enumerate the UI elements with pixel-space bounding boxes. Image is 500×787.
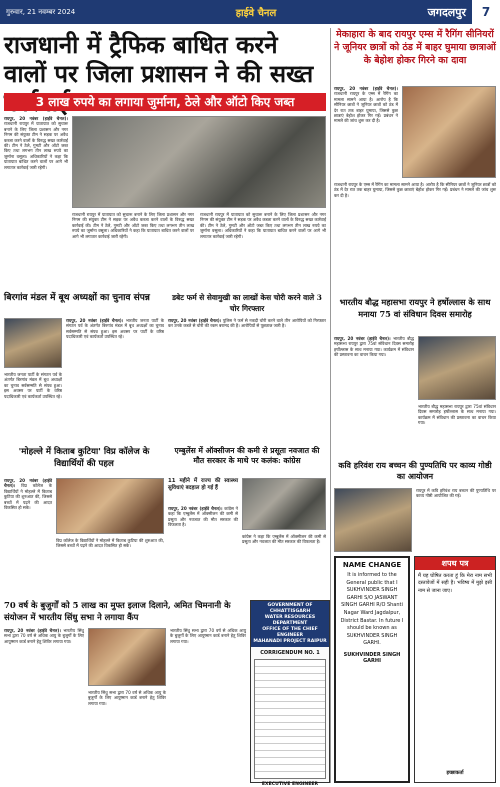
lead-photo: [72, 116, 326, 208]
bauddh-body: [334, 336, 414, 456]
kitab-body-col2: [56, 538, 164, 596]
oxygen-subhead: 11 महीने में राज्य की स्वास्थ्य सुविधाएं बदहाल हो गई हैं: [168, 478, 238, 491]
kitab-dateline: रायपुर, 20 नवंबर (हाईवे चैनल)।: [4, 478, 52, 489]
poet-photo: [334, 488, 412, 552]
theft-body-text: पुलिस ने फर्म से नकदी चोरी करने वाले तीन आरोपियों को गिरफ्तार कर उनके कब्जे से चोरी की रकम बरामद की है। आरोपियों से पूछताछ जारी है।: [168, 318, 326, 329]
page-number: 7: [472, 0, 500, 24]
elder-body-text: भारतीय सिंधु सभा द्वारा 70 वर्ष से अधिक आयु के बुजुर्गों के लिए आयुष्मान कार्ड बनाने हेतु शिविर लगाया गया।: [4, 628, 84, 644]
bauddh-dateline: रायपुर, 20 नवंबर (हाईवे चैनल)।: [334, 336, 391, 341]
bauddh-photo: [418, 336, 496, 400]
oxygen-body-col2: [242, 534, 326, 596]
aiims-photo: [402, 86, 496, 178]
poet-headline: कवि हरिवंश राय बच्चन की पुण्यतिथि पर काव्य गोष्ठी का आयोजन: [338, 460, 492, 481]
lead-body-col2: [72, 212, 194, 288]
header-city: जगदलपुर: [427, 5, 466, 19]
kitab-photo: [56, 478, 164, 534]
elder-body: [4, 628, 84, 782]
tender-line4: MAHANADI PROJECT RAIPUR: [253, 639, 327, 644]
aiims-body-text: राजधानी रायपुर के एम्स में रैगिंग का मामला सामने आया है। आरोप है कि सीनियर छात्रों ने जूनियर छात्रों को ठंड में देर रात तक बाहर घुमाया, जिससे कुछ छात्राएं बेहोश होकर गिर गईं। प्रबंधन ने मामले की जांच शुरू कर दी है।: [334, 91, 398, 124]
bauddh-body-text: भारतीय बौद्ध महासभा रायपुर द्वारा 75वां संविधान दिवस समारोह हर्षोल्लास के साथ मनाया गया। कार्यक्रम में संविधान की प्रस्तावना का वाचन किया गया।: [334, 336, 414, 358]
affidavit-body: मैं यह घोषित करता हूं कि मेरा नाम सभी दस्तावेजों में सही है। भविष्य में मुझे इसी नाम से जाना जाए।: [418, 573, 492, 594]
oxygen-body-text2: कांग्रेस ने कहा कि एम्बुलेंस में ऑक्सीजन की कमी से प्रसूता और नवजात की मौत सरकार की विफलता है।: [242, 534, 326, 545]
affidavit-sign: इच्छाकर्ता: [446, 770, 464, 776]
kitab-body: [4, 478, 52, 596]
tender-table: [254, 659, 326, 779]
oxygen-body: [168, 506, 238, 596]
theft-body: [168, 318, 326, 442]
lead-body-col1: [4, 116, 68, 288]
elder-headline: 70 वर्ष के बुजुर्गों को 5 लाख का मुफ्त इलाज दिलाने, अमित चिमनानी के संयोजन में भारतीय सिंधु सभा ने लगाया कैंप: [4, 600, 231, 622]
poet-body: रायपुर में कवि हरिवंश राय बच्चन की पुण्यतिथि पर काव्य गोष्ठी आयोजित की गई।: [416, 488, 496, 499]
theft-dateline: रायपुर, 20 नवंबर (हाईवे चैनल)।: [168, 318, 222, 323]
birgaon-headline: बिरगांव मंडल में बूथ अध्यक्षों का चुनाव संपन्न: [4, 293, 150, 303]
lead-body: राजधानी रायपुर में यातायात को सुचारू बनाने के लिए जिला प्रशासन और नगर निगम की संयुक्त टीम ने सड़क पर अवैध कब्जा करने वालों के विरुद्ध सख्त कार्रवाई की। टीम ने ठेले, गुमटी और ऑटो जब्त किए तथा लगभग तीन लाख रुपये का जुर्माना वसूला। अधिकारियों ने कहा कि यातायात बाधित करने वालों पर आगे भी लगातार कार्रवाई जारी रहेगी।: [4, 121, 68, 170]
elder-body-text2: भारतीय सिंधु सभा द्वारा 70 वर्ष से अधिक आयु के बुजुर्गों के लिए आयुष्मान कार्ड बनाने हेतु शिविर लगाया गया।: [88, 690, 166, 706]
aiims-dateline: रायपुर, 20 नवंबर (हाईवे चैनल)।: [334, 86, 398, 91]
tender-line3: OFFICE OF THE CHIEF ENGINEER: [262, 627, 318, 638]
aiims-body-text2: राजधानी रायपुर के एम्स में रैगिंग का मामला सामने आया है। आरोप है कि सीनियर छात्रों ने जूनियर छात्रों को ठंड में देर रात तक बाहर घुमाया, जिससे कुछ छात्राएं बेहोश होकर गिर गईं। प्रबंधन ने मामले की जांच शुरू कर दी है।: [334, 182, 496, 198]
aiims-body: [334, 86, 398, 178]
elder-body-col2: [88, 690, 166, 782]
kitab-headline: 'मोहल्ले में किताब कुटिया' विप्र कॉलेज के विद्यार्थियों की पहल: [18, 447, 150, 469]
aiims-body-cont: [334, 182, 496, 292]
lead-body-cont: राजधानी रायपुर में यातायात को सुचारू बनाने के लिए जिला प्रशासन और नगर निगम की संयुक्त टीम ने सड़क पर अवैध कब्जा करने वालों के विरुद्ध सख्त कार्रवाई की। टीम ने ठेले, गुमटी और ऑटो जब्त किए तथा लगभग तीन लाख रुपये का जुर्माना वसूला। अधिकारियों ने कहा कि यातायात बाधित करने वालों पर आगे भी लगातार कार्रवाई जारी रहेगी।: [72, 212, 194, 239]
oxygen-dateline: रायपुर, 20 नवंबर (हाईवे चैनल)।: [168, 506, 223, 511]
birgaon-dateline: रायपुर, 20 नवंबर (हाईवे चैनल)।: [66, 318, 124, 323]
header-date: गुरुवार, 21 नवम्बर 2024: [6, 7, 76, 16]
name-change-sign: SUKHVINDER SINGH GARHI: [343, 651, 401, 664]
birgaon-photo: [4, 318, 62, 368]
bauddh-headline: भारतीय बौद्ध महासभा रायपुर ने हर्षोल्लास के साथ मनाया 75 वां संविधान दिवस समारोह: [339, 297, 491, 319]
elder-dateline: रायपुर, 20 नवंबर (हाईवे चैनल)।: [4, 628, 61, 633]
lead-body-cont2: राजधानी रायपुर में यातायात को सुचारू बनाने के लिए जिला प्रशासन और नगर निगम की संयुक्त टीम ने सड़क पर अवैध कब्जा करने वालों के विरुद्ध सख्त कार्रवाई की। टीम ने ठेले, गुमटी और ऑटो जब्त किए तथा लगभग तीन लाख रुपये का जुर्माना वसूला। अधिकारियों ने कहा कि यातायात बाधित करने वालों पर आगे भी लगातार कार्रवाई जारी रहेगी।: [200, 212, 326, 239]
lead-headline: राजधानी में ट्रैफिक बाधित करने वालों पर जिला प्रशासन ने की सख्त: [4, 30, 314, 88]
kitab-body-text2: विप्र कॉलेज के विद्यार्थियों ने मोहल्ले में किताब कुटिया की शुरुआत की, जिससे बच्चों में पढ़ने की आदत विकसित हो सके।: [56, 538, 164, 549]
elder-body-col3: [170, 628, 246, 782]
lead-dateline: रायपुर, 20 नवंबर (हाईवे चैनल)।: [4, 116, 68, 121]
tender-notice: [250, 600, 330, 787]
oxygen-photo: [242, 478, 326, 530]
birgaon-body: [66, 318, 164, 442]
page-header: [0, 0, 500, 24]
elder-body-text3: भारतीय सिंधु सभा द्वारा 70 वर्ष से अधिक आयु के बुजुर्गों के लिए आयुष्मान कार्ड बनाने हेतु शिविर लगाया गया।: [170, 628, 246, 644]
masthead-brand: हाईवे चैनल: [235, 8, 277, 19]
affidavit-title: शपथ पत्र: [415, 557, 495, 570]
oxygen-headline: एम्बुलेंस में ऑक्सीजन की कमी से प्रसूता नवजात की मौत सरकार के माथे पर कलंक: कांग्रेस: [174, 446, 320, 465]
tender-line1: GOVERNMENT OF CHHATTISGARH: [267, 603, 313, 614]
tender-line2: WATER RESOURCES DEPARTMENT: [264, 615, 316, 626]
column-divider: [330, 28, 331, 783]
theft-headline: डबेट फर्म से सेवामुखी का लाखों केस चोरी करने वाले 3 चोर गिरफ्तार: [172, 293, 322, 313]
birgaon-body-text: भारतीय जनता पार्टी के संगठन पर्व के अंतर्गत बिरगांव मंडल में बूथ अध्यक्षों का चुनाव सर्वसम्मति से संपन्न हुआ। इस अवसर पर पार्टी के वरिष्ठ पदाधिकारी एवं कार्यकर्ता उपस्थित रहे।: [66, 318, 164, 340]
name-change-notice: [334, 556, 410, 783]
name-change-title: NAME CHANGE: [342, 561, 402, 569]
bauddh-body-col2: [418, 404, 496, 456]
lead-body-col3: [200, 212, 326, 288]
kitab-body-text: विप्र कॉलेज के विद्यार्थियों ने मोहल्ले में किताब कुटिया की शुरुआत की, जिससे बच्चों में पढ़ने की आदत विकसित हो सके।: [4, 483, 52, 511]
tender-footer: EXECUTIVE ENGINEER: [261, 782, 319, 787]
affidavit-notice: [414, 556, 496, 783]
aiims-headline: मेकाहारा के बाद रायपुर एम्स में रैगिंग सीनियरों ने जूनियर छात्रों को ठंड में बाहर घुमाया छात्राओं के बेहोश होकर गिरने का दावा: [334, 29, 496, 66]
lead-subhead: 3 लाख रुपये का लगाया जुर्माना, ठेले और ऑटो किए जब्त: [4, 93, 326, 111]
name-change-body: It is informed to the General public that I SUKHVINDER SINGH GARHI S/O JASWANT SINGH GARHI R/O Shanti Nagar Ward Jagdalpur, District Bastar. In future I should be known as SUKHVINDER SINGH GARHI.: [340, 572, 404, 647]
tender-corrigendum: CORRIGENDUM NO. 1: [260, 650, 320, 656]
elder-photo: [88, 628, 166, 686]
birgaon-body-text2: भारतीय जनता पार्टी के संगठन पर्व के अंतर्गत बिरगांव मंडल में बूथ अध्यक्षों का चुनाव सर्वसम्मति से संपन्न हुआ। इस अवसर पर पार्टी के वरिष्ठ पदाधिकारी एवं कार्यकर्ता उपस्थित रहे।: [4, 372, 62, 399]
oxygen-body-text: कांग्रेस ने कहा कि एम्बुलेंस में ऑक्सीजन की कमी से प्रसूता और नवजात की मौत सरकार की विफलता है।: [168, 506, 238, 528]
birgaon-body-col2: [4, 372, 62, 442]
bauddh-body-text2: भारतीय बौद्ध महासभा रायपुर द्वारा 75वां संविधान दिवस समारोह हर्षोल्लास के साथ मनाया गया। कार्यक्रम में संविधान की प्रस्तावना का वाचन किया गया।: [418, 404, 496, 426]
